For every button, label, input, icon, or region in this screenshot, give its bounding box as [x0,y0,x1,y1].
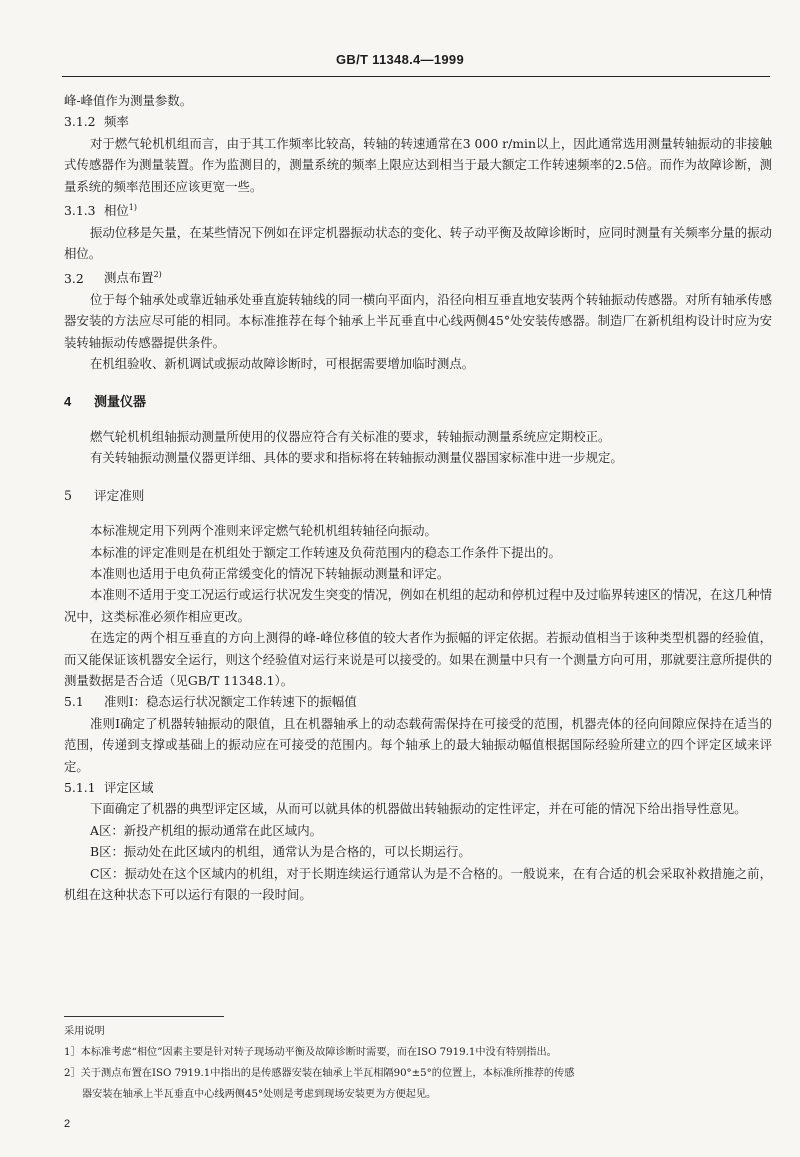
header-rule [62,76,770,77]
zone-c: C区：振动处在这个区域内的机组，对于长期连续运行通常认为是不合格的。一般说来，在有合适的机会采取补救措施之前，机组在这种状态下可以运行有限的一段时间。 [64,865,772,903]
body-text [64,90,772,905]
paragraph-measuring-points: 位于每个轴承处或靠近轴承处垂直旋转轴线的同一横向平面内，沿径向相互垂直地安装两个转轴振动传感器。对所有轴承传感器安装的方法应尽可能的相同。本标准推荐在每个轴承上半瓦垂直中心线两侧45°处安装传感器。制造厂在新机组构设计时应为安装转轴振动传感器提供条件。 [64,291,772,350]
heading-3-1-3 [64,197,772,222]
footnote-heading: 采用说明 [64,1026,105,1037]
heading-5-1 [64,691,772,712]
footnote-2: 2］关于测点布置在ISO 7919.1中指出的是传感器安装在轴承上半瓦相隔90°±5°的位置上，本标准所推荐的传感 [64,1068,575,1079]
running-header: GB/T 11348.4—1999 [336,52,464,67]
section-number: 5.1.1 [64,780,96,796]
paragraph-criteria-1: 本标准规定用下列两个准则来评定燃气轮机机组转轴径向振动。 [90,523,437,539]
section-number: 5.1 [64,694,84,710]
heading-5-1-1 [64,777,772,798]
heading-3-1-2 [64,111,772,132]
section-number: 4 [64,393,72,409]
footnote-2-continued: 器安装在轴承上半瓦垂直中心线两侧45°处则是考虑到现场安装更为方便起见。 [82,1089,437,1100]
footnote-1: 1］本标准考虑“相位”因素主要是针对转子现场动平衡及故障诊断时需要，而在ISO 7919.1中没有特别指出。 [64,1047,557,1058]
section-title: 测量仪器 [94,393,147,409]
footnote-mark: 1) [128,203,137,213]
paragraph-zones: 下面确定了机器的典型评定区域，从而可以就具体的机器做出转轴振动的定性评定，并在可能的情况下给出指导性意见。 [90,801,747,817]
paragraph-criteria-2: 本标准的评定准则是在机组处于额定工作转速及负荷范围内的稳态工作条件下提出的。 [90,544,561,560]
section-title: 测点布置 [104,270,154,286]
paragraph-criterion-one: 准则Ⅰ确定了机器转轴振动的限值，且在机器轴承上的动态载荷需保持在可接受的范围，机器壳体的径向间隙应保持在适当的范围，传递到支撑或基础上的振动应在可接受的范围内。每个轴承上的最大轴振动幅值根据国际经验所建立的四个评定区域来评定。 [64,715,772,774]
page-number: 2 [64,1118,71,1130]
paragraph-criteria-3: 本准则也适用于电负荷正常缓变化的情况下转轴振动测量和评定。 [90,565,450,581]
section-title: 评定区域 [104,780,154,796]
paragraph-criteria-4: 本准则不适用于变工况运行或运行状况发生突变的情况，例如在机组的起动和停机过程中及过临界转速区的情况，在这几种情况中，这类标准必须作相应更改。 [64,587,772,624]
section-title: 相位 [104,203,129,219]
section-number: 3.2 [64,270,84,286]
zone-b: B区：振动处在此区域内的机组，通常认为是合格的，可以长期运行。 [90,844,471,860]
section-number: 5 [64,487,73,503]
footnotes [64,1016,772,1105]
section-title: 频率 [104,114,129,130]
zone-a: A区：新投产机组的振动通常在此区域内。 [90,822,322,838]
paragraph-continuation: 峰-峰值作为测量参数。 [64,93,193,108]
section-title: 评定准则 [94,487,145,503]
paragraph-criteria-5: 在选定的两个相互垂直的方向上测得的峰-峰位移值的较大者作为振幅的评定依据。若振动值相当于该种类型机器的经验值，而又能保证该机器安全运行，则这个经验值对运行来说是可以接受的。如果在测量中只有一个测量方向可用，那就要注意所提供的测量数据是否合适（见GB/T 11348.1）。 [64,630,772,688]
section-number: 3.1.3 [64,203,96,219]
paragraph-frequency: 对于燃气轮机机组而言，由于其工作频率比较高，转轴的转速通常在3 000 r/min以上，因此通常选用测量转轴振动的非接触式传感器作为测量装置。作为监测目的，测量系统的频率上限应达到相当于最大额定工作转速频率的2.5倍。而作为故障诊断，测量系统的频率范围还应该更宽一些。 [64,135,772,194]
paragraph-temporary-points: 在机组验收、新机调试或振动故障诊断时，可根据需要增加临时测点。 [90,356,475,372]
heading-5 [64,485,772,506]
paragraph-instruments: 燃气轮机机组轴振动测量所使用的仪器应符合有关标准的要求，转轴振动测量系统应定期校正。 [90,428,611,444]
section-title: 准则Ⅰ：稳态运行状况额定工作转速下的振幅值 [104,694,357,710]
paragraph-instruments-detail: 有关转轴振动测量仪器更详细、具体的要求和指标将在转轴振动测量仪器国家标准中进一步规定。 [90,450,623,466]
section-number: 3.1.2 [64,114,96,130]
heading-4 [64,391,772,412]
footnote-rule [64,1016,224,1017]
footnote-mark: 2) [153,270,162,280]
paragraph-phase: 振动位移是矢量，在某些情况下例如在评定机器振动状态的变化、转子动平衡及故障诊断时，应同时测量有关频率分量的振动相位。 [64,224,772,261]
heading-3-2 [64,264,772,289]
